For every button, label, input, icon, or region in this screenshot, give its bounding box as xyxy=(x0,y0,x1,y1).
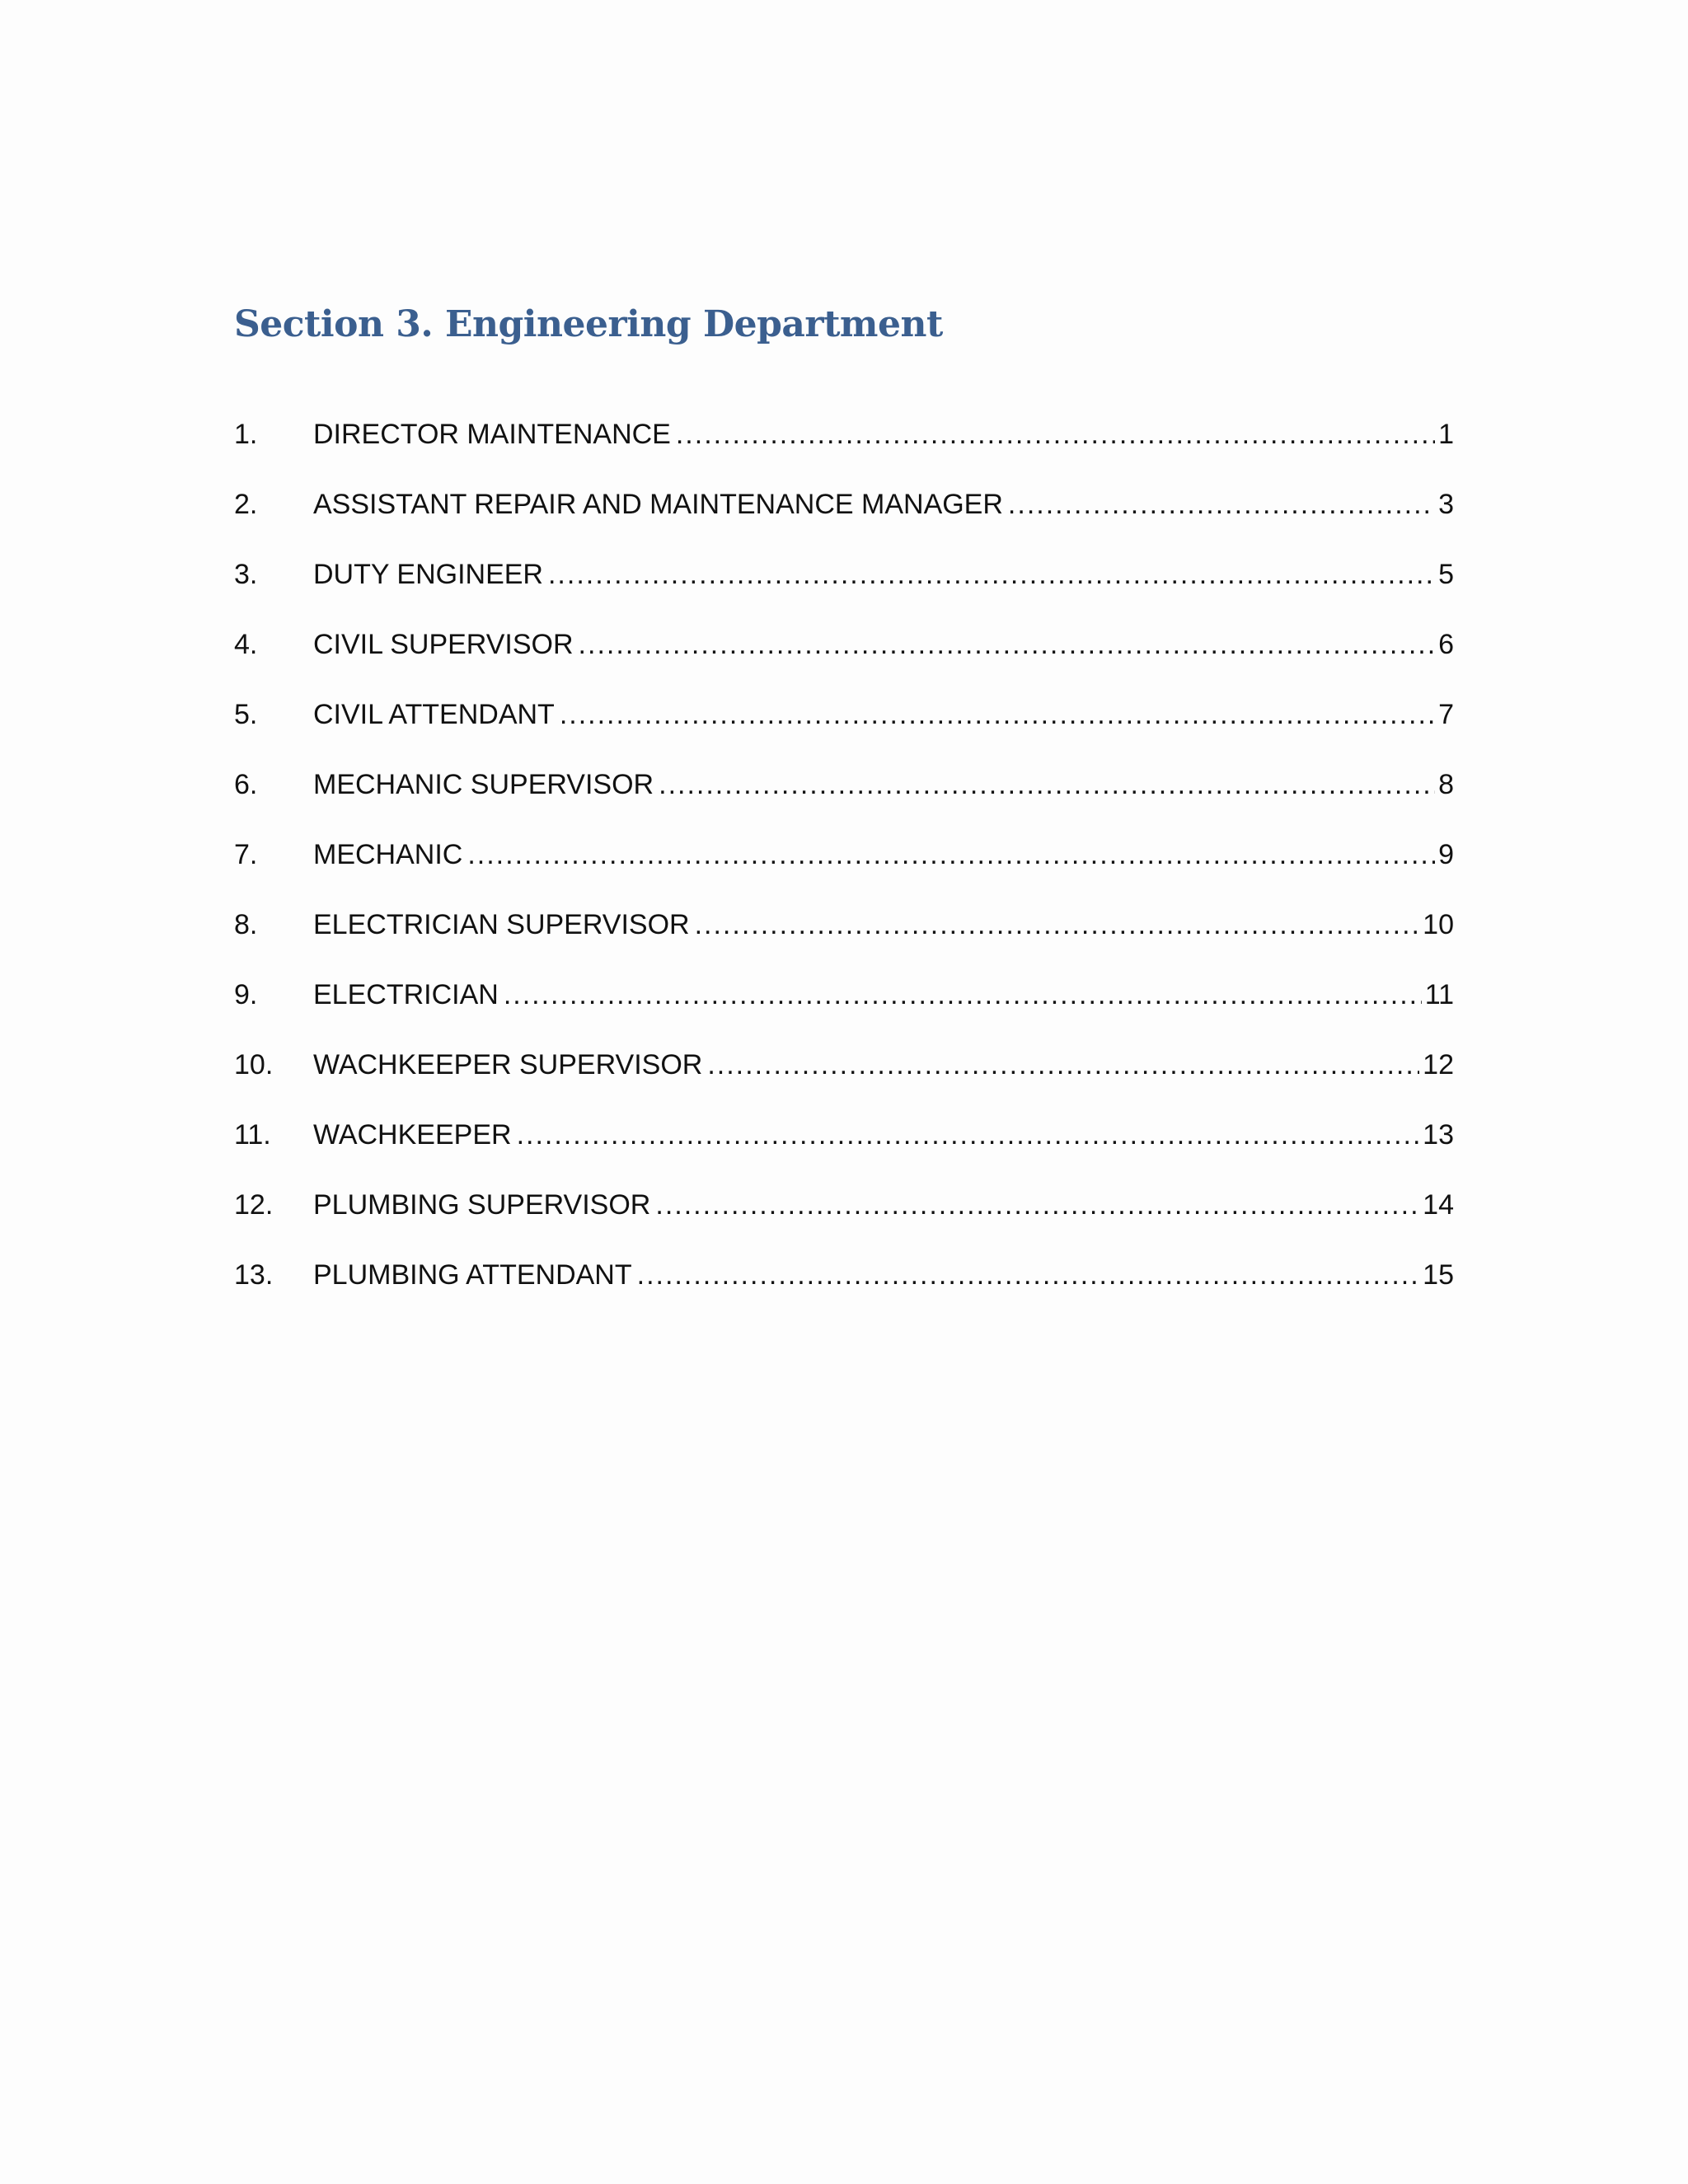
toc-entry-civil-supervisor[interactable] xyxy=(234,629,1454,699)
dot-leader xyxy=(1008,489,1435,521)
toc-entry-civil-attendant[interactable] xyxy=(234,699,1454,769)
toc-entry-wachkeeper-supervisor[interactable] xyxy=(234,1049,1454,1119)
toc-entry-page: 10 xyxy=(1423,909,1454,940)
toc-entry-number: 3. xyxy=(234,559,258,590)
toc-entry-title: DIRECTOR MAINTENANCE xyxy=(313,419,671,450)
table-of-contents xyxy=(234,419,1454,1329)
toc-entry-title: MECHANIC xyxy=(313,839,463,870)
toc-entry-page: 15 xyxy=(1423,1259,1454,1291)
toc-entry-page: 6 xyxy=(1438,629,1454,660)
toc-entry-page: 7 xyxy=(1438,699,1454,730)
toc-entry-page: 1 xyxy=(1438,419,1454,450)
dot-leader xyxy=(707,1049,1419,1081)
toc-entry-mechanic[interactable] xyxy=(234,839,1454,909)
toc-entry-number: 7. xyxy=(234,839,258,870)
toc-entry-number: 6. xyxy=(234,769,258,800)
toc-entry-page: 13 xyxy=(1423,1119,1454,1151)
dot-leader xyxy=(548,559,1435,591)
toc-entry-plumbing-attendant[interactable] xyxy=(234,1259,1454,1329)
toc-entry-title: PLUMBING SUPERVISOR xyxy=(313,1189,651,1221)
toc-entry-wachkeeper[interactable] xyxy=(234,1119,1454,1189)
toc-entry-title: CIVIL ATTENDANT xyxy=(313,699,555,730)
toc-entry-electrician[interactable] xyxy=(234,979,1454,1049)
toc-entry-title: CIVIL SUPERVISOR xyxy=(313,629,574,660)
toc-entry-number: 13. xyxy=(234,1259,274,1291)
dot-leader xyxy=(560,699,1435,731)
toc-entry-title: ASSISTANT REPAIR AND MAINTENANCE MANAGER xyxy=(313,489,1003,520)
toc-entry-duty-engineer[interactable] xyxy=(234,559,1454,629)
dot-leader xyxy=(517,1119,1420,1151)
toc-entry-page: 11 xyxy=(1424,979,1454,1010)
toc-entry-title: ELECTRICIAN SUPERVISOR xyxy=(313,909,690,940)
toc-entry-director-maintenance[interactable] xyxy=(234,419,1454,489)
toc-entry-number: 8. xyxy=(234,909,258,940)
dot-leader xyxy=(676,419,1435,451)
toc-entry-title: WACHKEEPER SUPERVISOR xyxy=(313,1049,703,1080)
section-title: Section 3. Engineering Department xyxy=(234,303,943,345)
dot-leader xyxy=(655,1189,1419,1221)
toc-entry-page: 5 xyxy=(1438,559,1454,590)
toc-entry-number: 9. xyxy=(234,979,258,1010)
toc-entry-mechanic-supervisor[interactable] xyxy=(234,769,1454,839)
toc-entry-title: WACHKEEPER xyxy=(313,1119,512,1151)
dot-leader xyxy=(637,1259,1420,1291)
toc-entry-number: 10. xyxy=(234,1049,274,1080)
dot-leader xyxy=(579,629,1436,661)
toc-entry-number: 12. xyxy=(234,1189,274,1221)
toc-entry-number: 1. xyxy=(234,419,258,450)
toc-entry-assistant-repair-maintenance-manager[interactable] xyxy=(234,489,1454,559)
dot-leader xyxy=(659,769,1435,801)
toc-entry-page: 14 xyxy=(1423,1189,1454,1221)
toc-entry-electrician-supervisor[interactable] xyxy=(234,909,1454,979)
toc-entry-number: 2. xyxy=(234,489,258,520)
toc-entry-number: 4. xyxy=(234,629,258,660)
dot-leader xyxy=(467,839,1435,871)
toc-entry-title: ELECTRICIAN xyxy=(313,979,499,1010)
toc-entry-page: 9 xyxy=(1438,839,1454,870)
dot-leader xyxy=(695,909,1420,941)
toc-entry-title: PLUMBING ATTENDANT xyxy=(313,1259,632,1291)
toc-entry-number: 11. xyxy=(234,1119,271,1151)
toc-entry-page: 12 xyxy=(1423,1049,1454,1080)
dot-leader xyxy=(504,979,1422,1011)
toc-entry-plumbing-supervisor[interactable] xyxy=(234,1189,1454,1259)
toc-entry-page: 3 xyxy=(1438,489,1454,520)
toc-entry-title: MECHANIC SUPERVISOR xyxy=(313,769,654,800)
toc-entry-number: 5. xyxy=(234,699,258,730)
toc-entry-page: 8 xyxy=(1438,769,1454,800)
toc-entry-title: DUTY ENGINEER xyxy=(313,559,543,590)
